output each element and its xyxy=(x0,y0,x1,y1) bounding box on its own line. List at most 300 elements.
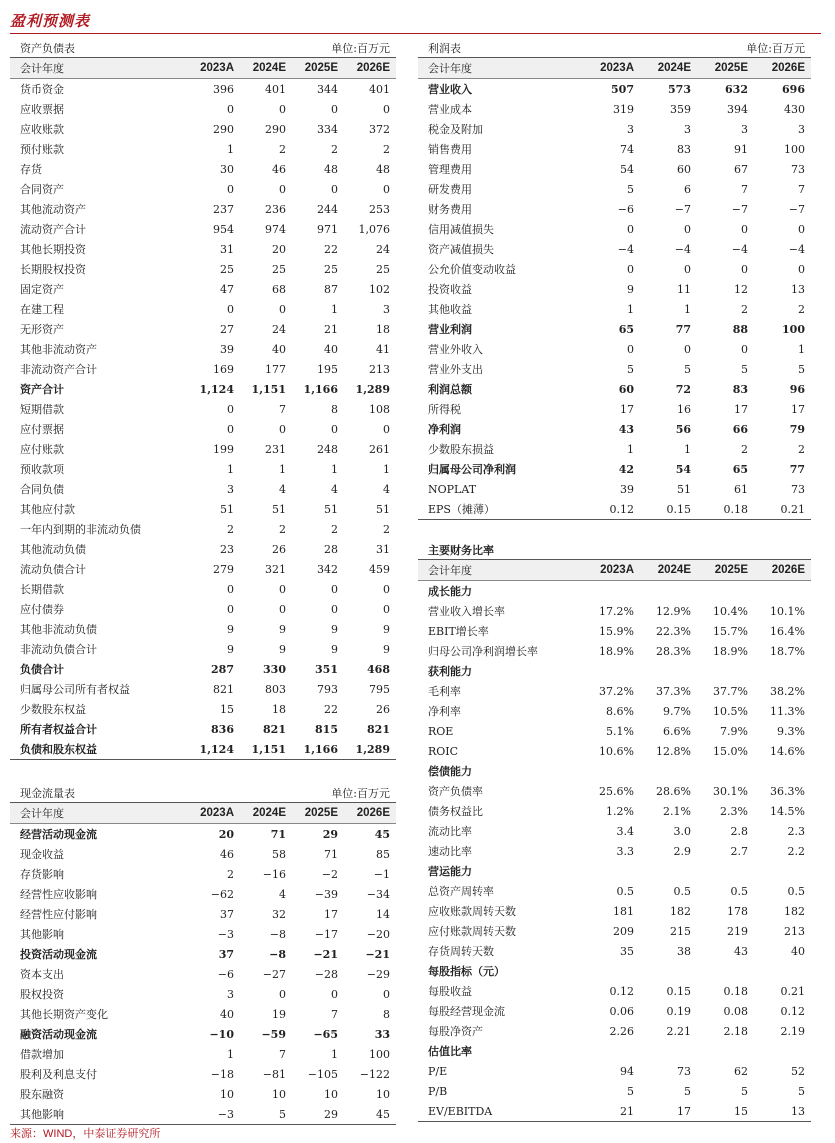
row-value xyxy=(640,581,697,602)
table-row xyxy=(418,741,811,761)
row-value: 14.6% xyxy=(770,744,805,758)
row-label: 经营性应付影响 xyxy=(20,908,97,921)
table-row xyxy=(10,904,396,924)
row-value: 3.4 xyxy=(616,824,634,838)
row-value: 199 xyxy=(213,442,234,456)
row-label: 速动比率 xyxy=(428,845,472,858)
row-label: 每股净资产 xyxy=(428,1025,483,1038)
row-value: 2.21 xyxy=(666,1024,691,1038)
row-value: 10.6% xyxy=(599,744,634,758)
balance-sheet-panel xyxy=(10,35,396,760)
table-row xyxy=(418,1001,811,1021)
table-end-rule xyxy=(418,1122,811,1123)
row-value: 7 xyxy=(279,1047,286,1061)
row-label: 存货 xyxy=(20,163,42,176)
table-row xyxy=(418,1101,811,1122)
row-value: 5 xyxy=(279,1107,286,1121)
section-row xyxy=(418,861,811,881)
row-value: 83 xyxy=(677,142,691,156)
row-value: 5 xyxy=(627,1084,634,1098)
row-value: 30 xyxy=(220,162,234,176)
row-value: 5 xyxy=(798,362,805,376)
table-row xyxy=(10,619,396,639)
row-label: 其他长期资产变化 xyxy=(20,1008,108,1021)
table-end-rule xyxy=(418,520,811,521)
row-value: 0 xyxy=(279,582,286,596)
row-value: 17 xyxy=(677,1104,691,1118)
row-value: 0 xyxy=(798,222,805,236)
row-value: 25 xyxy=(220,262,234,276)
row-value: −122 xyxy=(359,1067,390,1081)
row-value: 1,151 xyxy=(251,742,286,756)
row-value: 1 xyxy=(331,302,338,316)
row-value: 79 xyxy=(789,422,805,436)
table-row xyxy=(418,981,811,1001)
row-value: 342 xyxy=(317,562,338,576)
table-end-rule xyxy=(10,760,396,761)
table-row xyxy=(418,239,811,259)
row-label: 营业收入增长率 xyxy=(428,605,505,618)
table-row xyxy=(418,99,811,119)
row-value: 0.5 xyxy=(730,884,748,898)
row-value: 0 xyxy=(684,262,691,276)
row-value: 17 xyxy=(324,907,338,921)
row-value: 2 xyxy=(741,442,748,456)
row-value: 1 xyxy=(627,442,634,456)
row-value: 102 xyxy=(369,282,390,296)
table-row xyxy=(10,984,396,1004)
table-row xyxy=(418,119,811,139)
table-row xyxy=(418,359,811,379)
row-value: 209 xyxy=(613,924,634,938)
row-value: 12 xyxy=(734,282,748,296)
row-value: 17 xyxy=(734,402,748,416)
row-value: 696 xyxy=(782,82,805,96)
row-value: 507 xyxy=(611,82,634,96)
table-row xyxy=(10,1004,396,1024)
table-row xyxy=(10,699,396,719)
row-label: 管理费用 xyxy=(428,163,472,176)
row-value: 248 xyxy=(317,442,338,456)
header-label: 会计年度 xyxy=(10,803,188,824)
row-label: 一年内到期的非流动负债 xyxy=(20,523,141,536)
row-value: 1,151 xyxy=(251,382,286,396)
table-row xyxy=(418,821,811,841)
row-value: 5 xyxy=(627,182,634,196)
row-value: 48 xyxy=(324,162,338,176)
row-value: 0 xyxy=(383,602,390,616)
row-label: 归属母公司所有者权益 xyxy=(20,683,130,696)
row-value xyxy=(754,1041,811,1061)
row-label: 所得税 xyxy=(428,403,461,416)
table-row xyxy=(418,781,811,801)
row-value: 65 xyxy=(732,462,748,476)
row-value: 2.18 xyxy=(723,1024,748,1038)
row-value: 0 xyxy=(227,402,234,416)
row-value: 0.5 xyxy=(787,884,805,898)
row-value: 10 xyxy=(272,1087,286,1101)
row-value: 91 xyxy=(734,142,748,156)
table-row xyxy=(418,901,811,921)
row-value: 31 xyxy=(220,242,234,256)
row-label: 负债合计 xyxy=(20,663,64,676)
table-row xyxy=(418,139,811,159)
header-year: 2024E xyxy=(640,58,697,79)
row-value: 9 xyxy=(383,642,390,656)
row-value: 0 xyxy=(331,102,338,116)
row-value: 73 xyxy=(791,482,805,496)
row-label: 在建工程 xyxy=(20,303,64,316)
row-value xyxy=(754,661,811,681)
row-value: 37.3% xyxy=(656,684,691,698)
row-value: 0.5 xyxy=(673,884,691,898)
source-note xyxy=(10,1125,160,1141)
row-value: 5 xyxy=(627,362,634,376)
row-value: 10.4% xyxy=(713,604,748,618)
row-value: 73 xyxy=(791,162,805,176)
row-value: 0 xyxy=(383,182,390,196)
row-value: 11.3% xyxy=(770,704,805,718)
row-value: 9 xyxy=(279,642,286,656)
row-label: 其他影响 xyxy=(20,1108,64,1121)
row-value: 10 xyxy=(376,1087,390,1101)
row-value: 0 xyxy=(684,342,691,356)
table-row xyxy=(418,399,811,419)
table-row xyxy=(418,159,811,179)
row-value: 47 xyxy=(220,282,234,296)
table-row xyxy=(10,359,396,379)
row-value: 77 xyxy=(675,322,691,336)
row-value: 1 xyxy=(279,462,286,476)
cash-flow-header xyxy=(10,780,396,803)
row-value: 100 xyxy=(784,142,805,156)
ratios-table xyxy=(418,560,811,1122)
row-value: 430 xyxy=(784,102,805,116)
table-row xyxy=(10,399,396,419)
row-value: 25 xyxy=(272,262,286,276)
row-value: 573 xyxy=(668,82,691,96)
row-value: 51 xyxy=(376,502,390,516)
header-year: 2025E xyxy=(697,58,754,79)
row-value xyxy=(583,581,640,602)
row-value: 16.4% xyxy=(770,624,805,638)
table-row xyxy=(10,964,396,984)
row-value: 5 xyxy=(684,1084,691,1098)
row-value: −21 xyxy=(365,947,390,961)
row-value: 1 xyxy=(227,142,234,156)
row-value: 100 xyxy=(369,1047,390,1061)
table-row xyxy=(418,279,811,299)
row-value: 8.6% xyxy=(606,704,634,718)
row-value: 3 xyxy=(227,482,234,496)
ratios-header xyxy=(418,537,811,560)
row-value: 66 xyxy=(732,422,748,436)
row-value: 0 xyxy=(279,422,286,436)
row-value: −20 xyxy=(366,927,390,941)
source-suffix: ，中泰证券研究所 xyxy=(72,1127,161,1140)
row-label: 成长能力 xyxy=(428,585,472,598)
row-value: 48 xyxy=(376,162,390,176)
row-value: 2 xyxy=(383,142,390,156)
row-value: 8 xyxy=(331,402,338,416)
row-value: 169 xyxy=(213,362,234,376)
row-value: 290 xyxy=(265,122,286,136)
row-value: 22.3% xyxy=(656,624,691,638)
row-value: 42 xyxy=(618,462,634,476)
row-value: 2.9 xyxy=(673,844,691,858)
table-row xyxy=(10,1064,396,1084)
row-label: 流动资产合计 xyxy=(20,223,86,236)
header-year: 2026E xyxy=(344,803,396,824)
row-value: 1 xyxy=(684,442,691,456)
table-row xyxy=(418,701,811,721)
income-statement-title: 利润表 xyxy=(428,42,461,55)
row-value: 0 xyxy=(331,182,338,196)
row-value: 359 xyxy=(670,102,691,116)
table-row xyxy=(10,864,396,884)
row-value: 2.26 xyxy=(609,1024,634,1038)
table-row xyxy=(418,219,811,239)
income-statement-table xyxy=(418,58,811,520)
row-value: 3 xyxy=(627,122,634,136)
row-value: 54 xyxy=(620,162,634,176)
row-value: 344 xyxy=(317,82,338,96)
header-year: 2023A xyxy=(583,58,640,79)
row-value: 77 xyxy=(789,462,805,476)
row-label: 经营性应收影响 xyxy=(20,888,97,901)
row-label: 归母公司净利润增长率 xyxy=(428,645,538,658)
row-value: 10 xyxy=(324,1087,338,1101)
row-label: ROIC xyxy=(428,744,459,758)
row-label: 货币资金 xyxy=(20,83,64,96)
row-value: 0.19 xyxy=(666,1004,691,1018)
row-value: 5 xyxy=(741,1084,748,1098)
row-value: 14 xyxy=(376,907,390,921)
row-value: 39 xyxy=(620,482,634,496)
table-row xyxy=(418,1081,811,1101)
row-value: 0.12 xyxy=(780,1004,805,1018)
row-value: 71 xyxy=(270,827,286,841)
row-value xyxy=(697,761,754,781)
table-row xyxy=(10,579,396,599)
row-value: 65 xyxy=(618,322,634,336)
row-value: 9 xyxy=(331,622,338,636)
row-value: 0.15 xyxy=(666,984,691,998)
row-label: 现金收益 xyxy=(20,848,64,861)
row-value: 795 xyxy=(369,682,390,696)
row-value: 2 xyxy=(331,522,338,536)
row-value: −105 xyxy=(307,1067,338,1081)
row-value xyxy=(640,761,697,781)
row-value: 213 xyxy=(369,362,390,376)
table-row xyxy=(10,219,396,239)
table-row xyxy=(418,1061,811,1081)
row-value: 9 xyxy=(383,622,390,636)
table-row xyxy=(418,339,811,359)
row-value: 236 xyxy=(265,202,286,216)
row-value: −59 xyxy=(261,1027,286,1041)
row-value: 35 xyxy=(620,944,634,958)
row-label: 长期借款 xyxy=(20,583,64,596)
row-value: 32 xyxy=(272,907,286,921)
row-value: 279 xyxy=(213,562,234,576)
row-value: 68 xyxy=(272,282,286,296)
row-label: 固定资产 xyxy=(20,283,64,296)
row-value: 15 xyxy=(734,1104,748,1118)
row-label: 资产减值损失 xyxy=(428,243,494,256)
title-divider xyxy=(10,33,821,34)
row-value: 971 xyxy=(317,222,338,236)
row-value: 7.9% xyxy=(720,724,748,738)
row-value: 15.7% xyxy=(713,624,748,638)
table-row xyxy=(418,601,811,621)
header-year: 2025E xyxy=(292,803,344,824)
row-value: 37.2% xyxy=(599,684,634,698)
row-value: 31 xyxy=(376,542,390,556)
row-value: 13 xyxy=(791,282,805,296)
row-value: 40 xyxy=(791,944,805,958)
row-value: 12.9% xyxy=(656,604,691,618)
row-value: 195 xyxy=(317,362,338,376)
row-value: 821 xyxy=(213,682,234,696)
table-row xyxy=(10,319,396,339)
row-value: 974 xyxy=(265,222,286,236)
row-value: 401 xyxy=(369,82,390,96)
row-value: −62 xyxy=(210,887,234,901)
row-value: −39 xyxy=(314,887,338,901)
row-label: 少数股东权益 xyxy=(20,703,86,716)
row-value: 3 xyxy=(383,302,390,316)
row-value: 1,166 xyxy=(303,382,338,396)
table-row xyxy=(10,659,396,679)
row-value: 1 xyxy=(627,302,634,316)
row-value: 2.1% xyxy=(663,804,691,818)
row-value xyxy=(583,661,640,681)
header-year: 2026E xyxy=(754,560,811,581)
row-value: 394 xyxy=(727,102,748,116)
row-value: 25.6% xyxy=(599,784,634,798)
row-value: 219 xyxy=(727,924,748,938)
row-value: 1,124 xyxy=(199,742,234,756)
table-row xyxy=(418,801,811,821)
row-value: 23 xyxy=(220,542,234,556)
row-label: 债务权益比 xyxy=(428,805,483,818)
row-label: 股东融资 xyxy=(20,1088,64,1101)
row-value: −17 xyxy=(314,927,338,941)
row-value: −4 xyxy=(617,242,634,256)
row-value: 231 xyxy=(265,442,286,456)
row-value: 58 xyxy=(272,847,286,861)
table-row xyxy=(418,941,811,961)
row-value: 0.15 xyxy=(666,502,691,516)
row-value: 15 xyxy=(220,702,234,716)
row-value: 29 xyxy=(324,1107,338,1121)
row-value: 321 xyxy=(265,562,286,576)
header-label: 会计年度 xyxy=(418,560,583,581)
row-value: 0.06 xyxy=(609,1004,634,1018)
row-value: 0 xyxy=(627,262,634,276)
row-value: 0 xyxy=(331,602,338,616)
row-value: 177 xyxy=(265,362,286,376)
row-value: 290 xyxy=(213,122,234,136)
row-label: 其他长期投资 xyxy=(20,243,86,256)
row-value: −81 xyxy=(262,1067,286,1081)
row-value xyxy=(583,961,640,981)
row-value: 821 xyxy=(367,722,390,736)
row-value: 94 xyxy=(620,1064,634,1078)
table-row xyxy=(10,844,396,864)
row-label: 借款增加 xyxy=(20,1048,64,1061)
row-value: 632 xyxy=(725,82,748,96)
section-row xyxy=(418,961,811,981)
row-value: 60 xyxy=(677,162,691,176)
income-statement-header xyxy=(418,35,811,58)
row-value: 12.8% xyxy=(656,744,691,758)
table-row xyxy=(10,719,396,739)
row-label: 估值比率 xyxy=(428,1045,472,1058)
row-value: 7 xyxy=(331,1007,338,1021)
header-year: 2023A xyxy=(188,803,240,824)
row-value: 261 xyxy=(369,442,390,456)
row-value: 2.2 xyxy=(787,844,805,858)
row-label: 资产负债率 xyxy=(428,785,483,798)
row-value: 2 xyxy=(741,302,748,316)
row-value: 15.9% xyxy=(599,624,634,638)
row-label: 应付债券 xyxy=(20,603,64,616)
row-value: 2 xyxy=(798,442,805,456)
table-row xyxy=(418,681,811,701)
table-row xyxy=(418,499,811,520)
row-value: −27 xyxy=(262,967,286,981)
table-row xyxy=(10,179,396,199)
table-row xyxy=(418,479,811,499)
cash-flow-unit: 单位:百万元 xyxy=(331,787,390,800)
header-year: 2023A xyxy=(188,58,240,79)
row-value xyxy=(640,961,697,981)
row-value: 0 xyxy=(279,987,286,1001)
row-value: 0 xyxy=(741,222,748,236)
row-value: 18 xyxy=(376,322,390,336)
row-value: 108 xyxy=(369,402,390,416)
table-row xyxy=(10,944,396,964)
row-value: 3 xyxy=(684,122,691,136)
table-row xyxy=(10,519,396,539)
row-value: 3 xyxy=(798,122,805,136)
row-value: 28.6% xyxy=(656,784,691,798)
row-value: −8 xyxy=(269,927,286,941)
table-header-row xyxy=(418,560,811,581)
row-value: 17 xyxy=(620,402,634,416)
header-year: 2026E xyxy=(754,58,811,79)
row-value: 20 xyxy=(218,827,234,841)
table-row xyxy=(418,319,811,339)
row-value: 1 xyxy=(383,462,390,476)
table-row xyxy=(418,921,811,941)
row-value: 100 xyxy=(782,322,805,336)
row-value: 61 xyxy=(734,482,748,496)
row-value: 8 xyxy=(383,1007,390,1021)
row-value: 954 xyxy=(213,222,234,236)
row-value: 4 xyxy=(383,482,390,496)
row-value xyxy=(583,861,640,881)
row-label: 资产合计 xyxy=(20,383,64,396)
row-value: 1 xyxy=(227,462,234,476)
row-value: −18 xyxy=(210,1067,234,1081)
row-label: 其他非流动负债 xyxy=(20,623,97,636)
row-value: 17.2% xyxy=(599,604,634,618)
row-value: 0 xyxy=(331,422,338,436)
row-value: 29 xyxy=(322,827,338,841)
